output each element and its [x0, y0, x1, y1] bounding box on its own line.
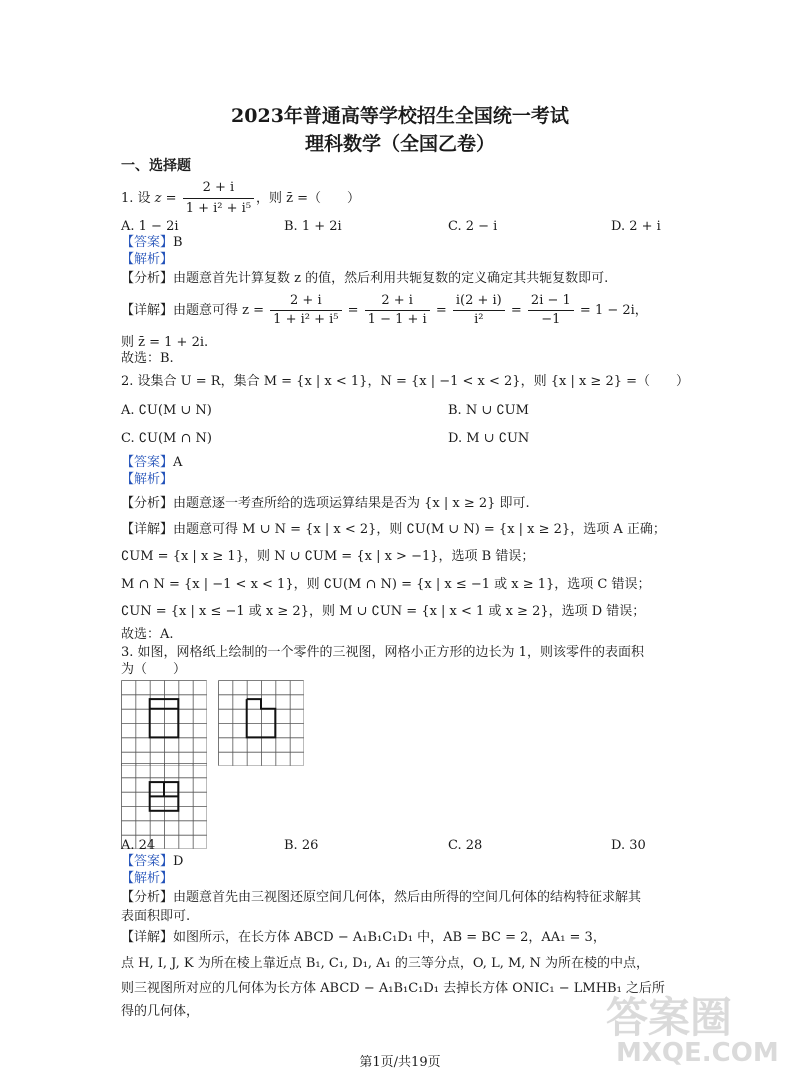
answer-tag: 【答案】: [121, 854, 174, 869]
q1-answer: [121, 235, 183, 251]
q3-detail-line1: [121, 930, 606, 946]
frac-den: 1 + i² + i⁵: [273, 312, 339, 327]
q1-detail: 【详解】由题意可得 z = $\frac{2 + i}{\text{1 + i² + i⁵}}$ = $\frac{2 + i}{1 - 1 + i}$ = $\frac{i(2 + i)}{\text{i²}}$ = $\frac{2i - 1}{-1}$ = 1 − 2i，: [121, 293, 648, 327]
detail-tag: 【详解】: [121, 303, 174, 318]
q3-detail-line2: 点 H, I, J, K 为所在棱上靠近点 B₁, C₁, D₁, A₁ 的三等分点，O, L, M, N 为所在棱的中点，: [121, 956, 650, 971]
q2-answer: [121, 455, 182, 471]
fenxi-text: 由题意首先由三视图还原空间几何体，然后由所得的空间几何体的结构特征求解其: [173, 890, 642, 905]
doc-subtitle: 理科数学（全国乙卷）: [304, 133, 495, 155]
detail-tag: 【详解】: [121, 522, 174, 537]
q1-detail-frac1: [270, 292, 341, 329]
fenxi-tag: 【分析】: [121, 496, 174, 511]
front-view-outline: [150, 699, 179, 737]
fenxi-tag: 【分析】: [121, 890, 174, 905]
q1-detail-frac2: [365, 292, 430, 329]
q3-answer: [121, 854, 183, 870]
q3-option-d: D. 30: [611, 838, 646, 853]
q3-option-b: B. 26: [284, 838, 319, 853]
detail-tag: 【详解】: [121, 930, 174, 945]
fenxi-text: 由题意逐一考查所给的选项运算结果是否为 {x | x ≥ 2} 即可.: [173, 496, 530, 511]
q3-stem-line2: 为（ ）: [121, 662, 187, 677]
answer-value: B: [173, 235, 183, 250]
q1-denominator: 1 + i² + i⁵: [185, 201, 252, 216]
frac-num: i(2 + i): [453, 292, 505, 311]
q1-stem-prefix: 1. 设: [121, 191, 151, 206]
top-view-grid: [121, 763, 207, 849]
frac-den: i²: [474, 312, 484, 327]
q1-fraction: [183, 178, 254, 219]
q3-detail-line4: 得的几何体，: [121, 1004, 200, 1019]
answer-value: D: [173, 854, 184, 869]
q2-fenxi: [121, 496, 530, 512]
frac-num: 2i − 1: [528, 292, 574, 311]
q2-detail-line4: ∁UN = {x | x ≤ −1 或 x ≥ 2}，则 M ∪ ∁UN = {x | x < 1 或 x ≥ 2}，选项 D 错误；: [121, 604, 646, 619]
frac-den: 1 − 1 + i: [367, 312, 427, 327]
watermark-logo: 答案圈: [606, 993, 733, 1042]
fenxi-text: 由题意首先计算复数 z 的值，然后利用共轭复数的定义确定其共轭复数即可.: [173, 271, 609, 286]
q2-choose: 故选：A.: [121, 627, 174, 642]
q1-option-a: A. 1 − 2i: [121, 219, 179, 234]
q1-analysis-tag: 【解析】: [121, 252, 174, 267]
q3-fenxi-line1: [121, 890, 641, 906]
frac-den: −1: [541, 312, 561, 327]
detail-end: = 1 − 2i，: [579, 303, 648, 318]
q1-detail-frac3: [453, 292, 505, 329]
front-view-grid: [121, 680, 207, 766]
q1-option-b: B. 1 + 2i: [284, 219, 342, 234]
q1-choose: 故选：B.: [121, 351, 174, 366]
side-view-grid: [218, 680, 304, 766]
q3-fenxi-line2: 表面积即可.: [121, 909, 191, 924]
q2-analysis-tag: 【解析】: [121, 472, 174, 487]
q2-detail-line3: M ∩ N = {x | −1 < x < 1}，则 ∁U(M ∩ N) = {x | x ≤ −1 或 x ≥ 1}，选项 C 错误；: [121, 577, 651, 592]
doc-title: 2023年普通高等学校招生全国统一考试: [231, 105, 569, 127]
q1-fenxi: [121, 271, 608, 287]
q2-detail-line1: [121, 522, 666, 538]
q1-option-c: C. 2 − i: [448, 219, 498, 234]
frac-num: 2 + i: [365, 292, 430, 311]
q2-option-b: B. N ∪ ∁UM: [448, 403, 529, 418]
q3-analysis-tag: 【解析】: [121, 871, 174, 886]
detail-text: 由题意可得 M ∪ N = {x | x < 2}，则 ∁U(M ∪ N) = {x | x ≥ 2}，选项 A 正确；: [173, 522, 666, 537]
q1-detail-frac4: [528, 292, 574, 329]
q2-stem: 2. 设集合 U = R，集合 M = {x | x < 1}，N = {x | −1 < x < 2}，则 {x | x ≥ 2} =（ ）: [121, 374, 690, 389]
page-footer: 第1页/共19页: [359, 1055, 441, 1070]
q1-stem-suffix: ，则 z̄ =（ ）: [256, 191, 361, 206]
q2-option-d: D. M ∪ ∁UN: [448, 431, 530, 446]
answer-value: A: [173, 455, 183, 470]
side-view-outline: [247, 699, 276, 737]
q3-option-c: C. 28: [448, 838, 483, 853]
section-heading: 一、选择题: [121, 158, 191, 174]
detail-text: 如图所示，在长方体 ABCD − A₁B₁C₁D₁ 中，AB = BC = 2，AA₁ = 3，: [173, 930, 606, 945]
answer-tag: 【答案】: [121, 455, 174, 470]
q1-conj: 则 z̄ = 1 + 2i.: [121, 335, 209, 350]
q3-option-a: A. 24: [121, 838, 156, 853]
q3-detail-line3: 则三视图所对应的几何体为长方体 ABCD − A₁B₁C₁D₁ 去掉长方体 ONIC₁ − LMHB₁ 之后所: [121, 981, 665, 996]
q1-option-d: D. 2 + i: [611, 219, 661, 234]
watermark-url: MXQE.COM: [616, 1038, 779, 1068]
detail-prefix: 由题意可得 z =: [173, 303, 265, 318]
frac-num: 2 + i: [270, 292, 341, 311]
fenxi-tag: 【分析】: [121, 271, 174, 286]
q2-option-a: A. ∁U(M ∪ N): [121, 403, 212, 418]
q1-numerator: 2 + i: [183, 178, 254, 199]
q3-stem-line1: 3. 如图，网格纸上绘制的一个零件的三视图，网格小正方形的边长为 1，则该零件的表面积: [121, 645, 644, 660]
q2-detail-line2: ∁UM = {x | x ≥ 1}，则 N ∪ ∁UM = {x | x > −1}，选项 B 错误；: [121, 549, 535, 564]
q1-stem: 1. 设 z = $\frac{2 + i}{\text{1 + i² + i⁵}}$ ，则 z̄ =（ ）: [121, 178, 360, 219]
q2-option-c: C. ∁U(M ∩ N): [121, 431, 212, 446]
answer-tag: 【答案】: [121, 235, 174, 250]
